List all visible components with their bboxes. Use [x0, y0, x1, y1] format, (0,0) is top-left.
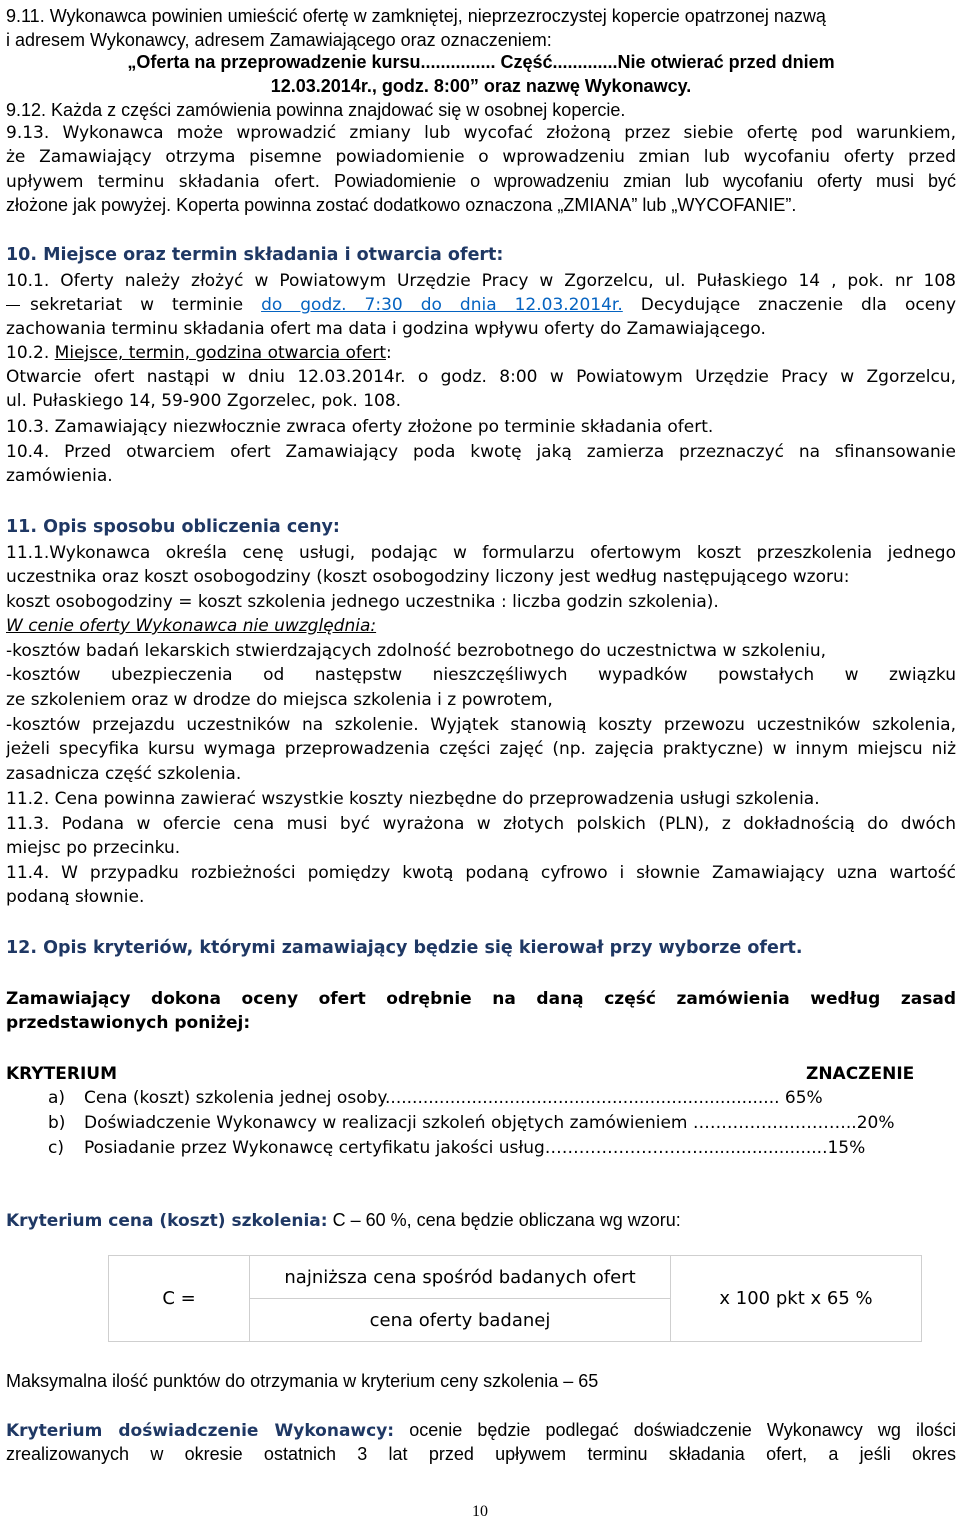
- paragraph-11-1-line-1: 11.1.Wykonawca określa cenę usługi, podając w formularzu ofertowym koszt przeszkolenia jednego: [6, 543, 956, 563]
- paragraph-9-13-line-3: upływem terminu składania ofert. Powiadomienie o wprowadzeniu zmian lub wycofaniu oferty musi być: [6, 171, 956, 192]
- section-12-heading: 12. Opis kryteriów, którymi zamawiający będzie się kierował przy wyborze ofert.: [6, 938, 803, 958]
- formula-multiplier: x 100 pkt x 65 %: [671, 1256, 922, 1342]
- paragraph-10-4-line-1: 10.4. Przed otwarciem ofert Zamawiający poda kwotę jaką zamierza przeznaczyć na sfinansowanie: [6, 442, 956, 462]
- criterion-column-header: KRYTERIUM: [6, 1064, 117, 1084]
- paragraph-11-1-line-3: koszt osobogodziny = koszt szkolenia jednego uczestnika : liczba godzin szkolenia).: [6, 592, 719, 612]
- exclusion-2-line-1: -kosztów ubezpieczenia od następstw nieszczęśliwych wypadków powstałych w związku: [6, 665, 956, 685]
- criterion-row: c) Posiadanie przez Wykonawcę certyfikatu jakości usług………………………........................15%: [48, 1138, 866, 1158]
- criteria-header: [6, 1063, 956, 1085]
- max-points-line: Maksymalna ilość punktów do otrzymania w kryterium ceny szkolenia – 65: [6, 1371, 599, 1391]
- paragraph-11-3-line-1: 11.3. Podana w ofercie cena musi być wyrażona w złotych polskich (PLN), z dokładnością do dwóch: [6, 814, 956, 834]
- exclusion-3-line-3: zasadnicza część szkolenia.: [6, 764, 242, 784]
- experience-criterion-line-1: Kryterium doświadczenie Wykonawcy: ocenie będzie podlegać doświadczenie Wykonawcy wg ilości: [6, 1420, 956, 1441]
- paragraph-11-1-line-2: uczestnika oraz koszt osobogodziny (koszt osobogodziny liczony jest według następującego wzoru:: [6, 567, 850, 587]
- section-11-heading: 11. Opis sposobu obliczenia ceny:: [6, 517, 340, 537]
- formula-c-cell: C =: [109, 1256, 250, 1342]
- deadline-link[interactable]: do godz. 7:30 do dnia 12.03.2014r.: [261, 295, 623, 315]
- paragraph-10-2-line-3: ul. Pułaskiego 14, 59-900 Zgorzelec, pok. 108.: [6, 391, 402, 411]
- paragraph-9-12: 9.12. Każda z części zamówienia powinna znajdować się w osobnej kopercie.: [6, 100, 626, 120]
- price-formula-table: [108, 1255, 922, 1342]
- criteria-intro-line-1: Zamawiający dokona oceny ofert odrębnie na daną część zamówienia według zasad: [6, 989, 956, 1009]
- criterion-row: b) Doświadczenie Wykonawcy w realizacji szkoleń objętych zamówieniem ………………………..20%: [48, 1113, 895, 1133]
- paragraph-9-13-line-1: 9.13. Wykonawca może wprowadzić zmiany lub wycofać złożoną przez siebie ofertę pod warunkiem,: [6, 123, 956, 143]
- formula-numerator: najniższa cena spośród badanych ofert: [250, 1256, 671, 1299]
- paragraph-11-4-line-1: 11.4. W przypadku rozbieżności pomiędzy kwotą podaną cyfrowo i słownie Zamawiający uzna wartość: [6, 863, 956, 883]
- envelope-label-line-2: 12.03.2014r., godz. 8:00” oraz nazwę Wykonawcy.: [270, 76, 692, 96]
- formula-denominator: cena oferty badanej: [250, 1299, 671, 1342]
- exclusions-heading: W cenie oferty Wykonawca nie uwzględnia:: [6, 616, 377, 636]
- experience-criterion-line-2: zrealizowanych w okresie ostatnich 3 lat przed upływem terminu składania ofert, a jeśli okres: [6, 1444, 956, 1464]
- paragraph-9-11-line-2: i adresem Wykonawcy, adresem Zamawiającego oraz oznaczeniem:: [6, 30, 552, 50]
- paragraph-10-1-line-2: sekretariat w terminie do godz. 7:30 do dnia 12.03.2014r. Decydujące znaczenie dla oceny: [6, 294, 956, 316]
- weight-column-header: ZNACZENIE: [806, 1064, 915, 1084]
- exclusion-3-line-1: -kosztów przejazdu uczestników na szkolenie. Wyjątek stanowią koszty przewozu uczestników szkolenia,: [6, 715, 956, 735]
- paragraph-10-4-line-2: zamówienia.: [6, 466, 113, 486]
- paragraph-11-4-line-2: podaną słownie.: [6, 887, 145, 907]
- paragraph-10-1-line-3: zachowania terminu składania ofert ma data i godzina wpływu oferty do Zamawiającego.: [6, 319, 766, 339]
- page-number: 10: [472, 1503, 488, 1520]
- paragraph-9-13-line-4: złożone jak powyżej. Koperta powinna zostać dodatkowo oznaczona „ZMIANA” lub „WYCOFANIE”.: [6, 195, 797, 215]
- exclusion-2-line-2: ze szkoleniem oraz w drodze do miejsca szkolenia i z powrotem,: [6, 690, 553, 710]
- paragraph-9-11-line-1: 9.11. Wykonawca powinien umieścić ofertę w zamkniętej, nieprzezroczystej kopercie opatrzonej nazwą: [6, 6, 826, 26]
- dash: [6, 305, 20, 306]
- paragraph-10-2-line-1: 10.2. Miejsce, termin, godzina otwarcia ofert:: [6, 343, 392, 363]
- paragraph-10-1-line-1: 10.1. Oferty należy złożyć w Powiatowym Urzędzie Pracy w Zgorzelcu, ul. Pułaskiego 14 , pok. nr 108: [6, 271, 956, 291]
- paragraph-10-3: 10.3. Zamawiający niezwłocznie zwraca oferty złożone po terminie składania ofert.: [6, 417, 714, 437]
- paragraph-11-3-line-2: miejsc po przecinku.: [6, 838, 181, 858]
- paragraph-9-13-line-2: że Zamawiający otrzyma pisemne powiadomienie o wprowadzeniu zmian lub wycofaniu oferty przed: [6, 147, 956, 167]
- price-criterion-label: Kryterium cena (koszt) szkolenia:: [6, 1211, 328, 1231]
- experience-criterion-label: Kryterium doświadczenie Wykonawcy:: [6, 1421, 395, 1441]
- criteria-intro-line-2: przedstawionych poniżej:: [6, 1013, 251, 1033]
- exclusion-3-line-2: jeżeli specyfika kursu wymaga przeprowadzenia części zajęć (np. zajęcia praktyczne) w innym miejscu niż: [6, 739, 956, 759]
- exclusion-1: -kosztów badań lekarskich stwierdzających zdolność bezrobotnego do uczestnictwa w szkoleniu,: [6, 641, 827, 661]
- paragraph-11-2: 11.2. Cena powinna zawierać wszystkie koszty niezbędne do przeprowadzenia usługi szkolenia.: [6, 789, 820, 809]
- criterion-row: a) Cena (koszt) szkolenia jednej osoby......................................................................... 65%: [48, 1088, 823, 1108]
- envelope-label-line-1: „Oferta na przeprowadzenie kursu............... Część.............Nie otwierać przed dniem: [127, 52, 835, 72]
- section-10-heading: 10. Miejsce oraz termin składania i otwarcia ofert:: [6, 245, 504, 265]
- price-criterion-line: Kryterium cena (koszt) szkolenia: C – 60 %, cena będzie obliczana wg wzoru:: [6, 1210, 681, 1231]
- paragraph-10-2-line-2: Otwarcie ofert nastąpi w dniu 12.03.2014r. o godz. 8:00 w Powiatowym Urzędzie Pracy w Zgorzelcu,: [6, 367, 956, 387]
